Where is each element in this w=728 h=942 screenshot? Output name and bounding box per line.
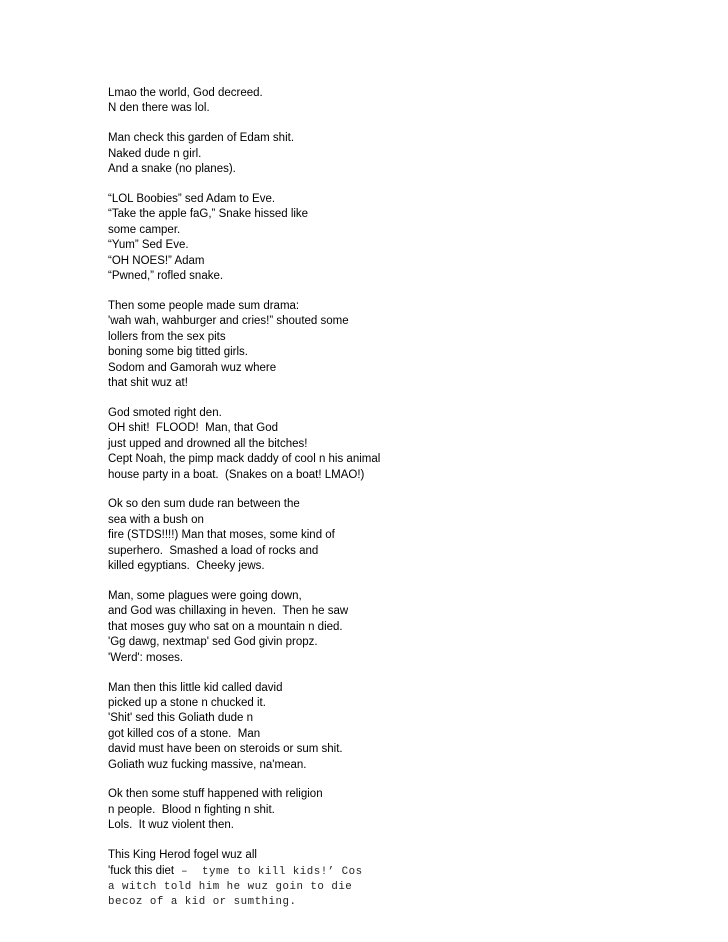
text-line: Ok so den sum dude ran between the <box>108 498 300 511</box>
stanza <box>108 299 708 391</box>
text-line: fire (STDS!!!!) Man that moses, some kind of <box>108 529 335 542</box>
stanza <box>108 131 708 177</box>
text-line: superhero. Smashed a load of rocks and <box>108 544 319 557</box>
text-line: Sodom and Gamorah wuz where <box>108 361 277 374</box>
text-line: “Pwned,” rofled snake. <box>108 270 224 283</box>
text-line: david must have been on steroids or sum shit. <box>108 743 343 756</box>
text-line: house party in a boat. (Snakes on a boat! LMAO!) <box>108 468 365 481</box>
text-line: “Yum” Sed Eve. <box>108 239 189 252</box>
text-line: “LOL Boobies” sed Adam to Eve. <box>108 193 276 206</box>
text-line-mono: a witch told him he wuz goin to die <box>108 880 353 893</box>
text-line: lollers from the sex pits <box>108 330 226 343</box>
text-line: “OH NOES!” Adam <box>108 254 205 267</box>
stanza <box>108 681 708 773</box>
text-line-mono: becoz of a kid or sumthing. <box>108 896 297 909</box>
text-line: OH shit! FLOOD! Man, that God <box>108 422 279 435</box>
stanza <box>108 787 708 833</box>
text-line: 'Shit' sed this Goliath dude n <box>108 712 254 725</box>
text-line: sea with a bush on <box>108 513 204 526</box>
text-line: n people. Blood n fighting n shit. <box>108 803 275 816</box>
stanza <box>108 86 708 117</box>
text-line: And a snake (no planes). <box>108 163 236 176</box>
text-line: God smoted right den. <box>108 406 222 419</box>
text-line: N den there was lol. <box>108 102 210 115</box>
text-fragment-mono: – tyme to kill kids!’ Cos <box>174 865 363 878</box>
text-fragment: 'fuck this diet <box>108 864 175 877</box>
stanza-herod <box>108 848 708 911</box>
stanza <box>108 589 708 666</box>
text-line: Lmao the world, God decreed. <box>108 87 263 99</box>
text-line: 'Werd': moses. <box>108 651 184 664</box>
text-line: 'wah wah, wahburger and cries!” shouted some <box>108 315 349 328</box>
text-line: Lols. It wuz violent then. <box>108 819 234 832</box>
text-line: got killed cos of a stone. Man <box>108 727 261 740</box>
stanza <box>108 497 708 574</box>
stanza <box>108 406 708 483</box>
text-line: Goliath wuz fucking massive, na'mean. <box>108 758 307 771</box>
text-line: killed egyptians. Cheeky jews. <box>108 560 265 573</box>
text-line: 'Gg dawg, nextmap' sed God givin propz. <box>108 636 318 649</box>
text-line: Ok then some stuff happened with religion <box>108 788 323 801</box>
text-line: that moses guy who sat on a mountain n died. <box>108 620 343 633</box>
stanza-list <box>108 86 708 834</box>
text-line: and God was chillaxing in heven. Then he saw <box>108 605 349 618</box>
document-body <box>108 86 708 925</box>
text-line: “Take the apple faG,” Snake hissed like <box>108 208 309 221</box>
text-line: Man then this little kid called david <box>108 681 283 694</box>
text-line: Cept Noah, the pimp mack daddy of cool n his animal <box>108 453 381 466</box>
text-line: that shit wuz at! <box>108 377 188 389</box>
text-line: Man check this garden of Edam shit. <box>108 132 295 145</box>
text-line: picked up a stone n chucked it. <box>108 696 266 709</box>
stanza <box>108 192 708 284</box>
text-line: Naked dude n girl. <box>108 147 202 160</box>
text-line <box>108 864 708 880</box>
text-line: boning some big titted girls. <box>108 346 248 359</box>
text-line: This King Herod fogel wuz all <box>108 849 257 862</box>
text-line: Then some people made sum drama: <box>108 299 300 312</box>
text-line: some camper. <box>108 223 181 236</box>
text-line: Man, some plagues were going down, <box>108 589 302 602</box>
text-line: just upped and drowned all the bitches! <box>108 437 308 450</box>
